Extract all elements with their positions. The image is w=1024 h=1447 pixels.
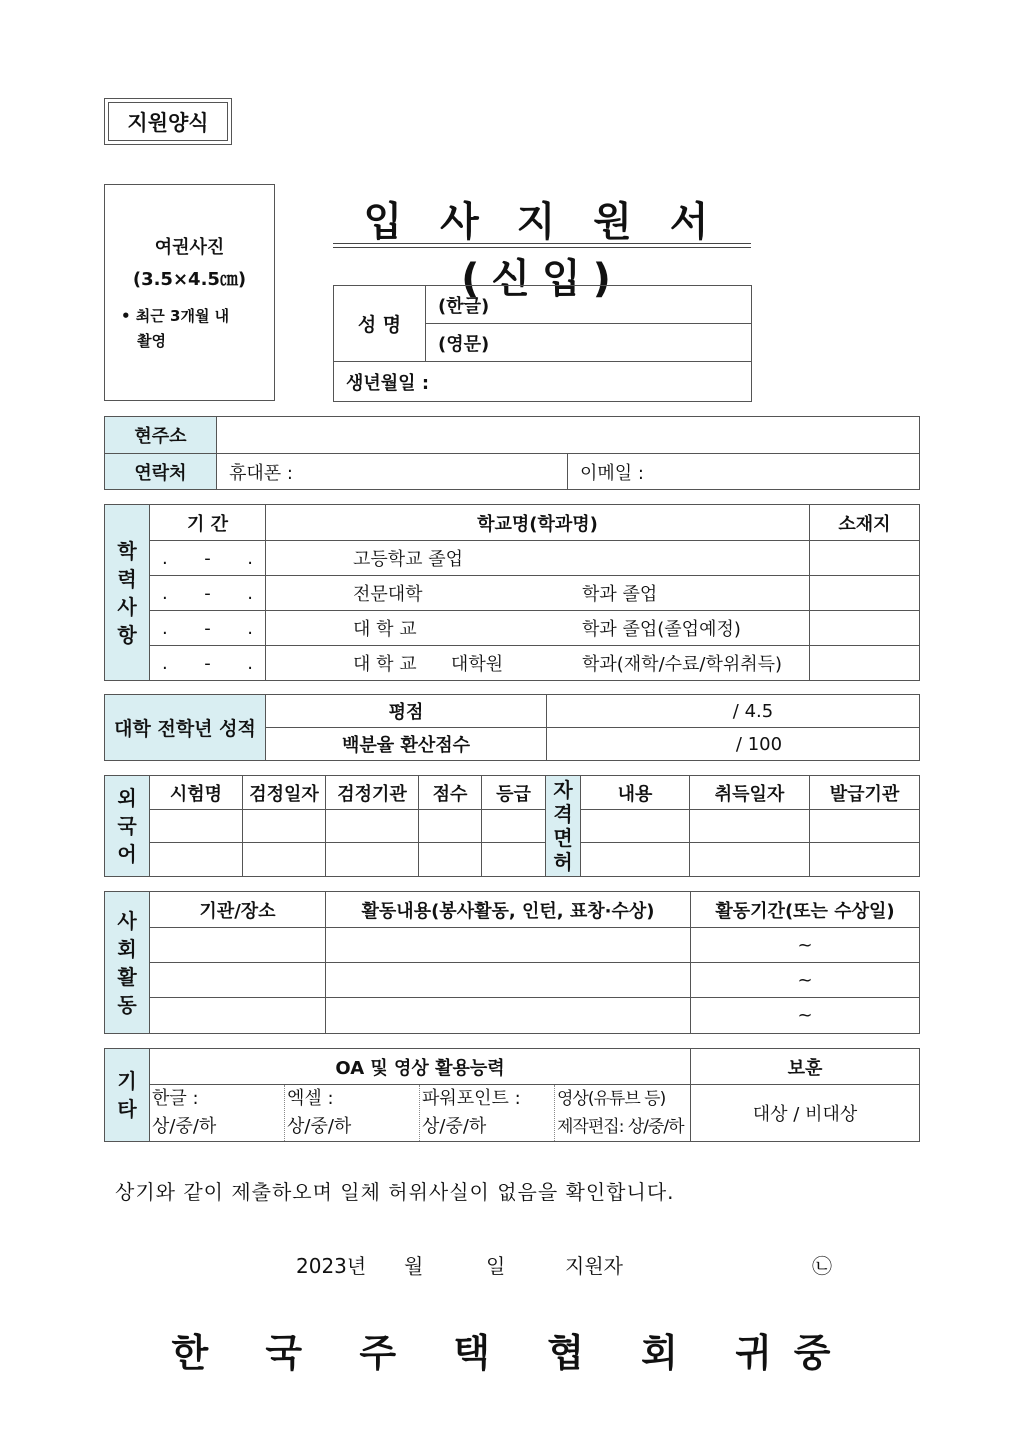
name-english-field[interactable]: (영문) [426, 324, 752, 362]
language-cell[interactable] [482, 843, 546, 877]
license-cell[interactable] [690, 810, 810, 843]
date-dot: . [162, 582, 168, 604]
birthdate-field[interactable]: 생년월일 : [334, 362, 752, 402]
language-header: 시험명 [150, 776, 243, 810]
date-dash: - [204, 652, 211, 674]
education-school-field[interactable] [266, 541, 810, 576]
education-section-label: 학 력 사 항 [105, 505, 150, 681]
title-underline [333, 243, 751, 244]
education-period-field[interactable] [150, 646, 266, 681]
signature-month[interactable]: 월 [404, 1254, 424, 1278]
language-cell[interactable] [150, 810, 243, 843]
other-table [104, 1048, 920, 1142]
education-location-field[interactable] [810, 541, 920, 576]
seal-icon[interactable]: ㉡ [812, 1254, 832, 1278]
education-school-field[interactable] [266, 576, 810, 611]
photo-label: 여권사진 [154, 237, 225, 258]
language-cell[interactable] [482, 810, 546, 843]
language-cell[interactable] [326, 810, 419, 843]
school-type: 대 학 교 [353, 619, 417, 640]
form-tag-label: 지원양식 [108, 102, 228, 141]
date-dot: . [162, 547, 168, 569]
language-header: 검정기관 [326, 776, 419, 810]
other-section-label: 기 타 [105, 1049, 150, 1142]
photo-note-cont: 촬영 [137, 332, 166, 350]
email-field[interactable]: 이메일 : [568, 454, 920, 490]
education-table [104, 504, 920, 681]
education-location-field[interactable] [810, 646, 920, 681]
school-type: 대 학 교 대학원 [353, 654, 504, 675]
activity-org-field[interactable] [150, 998, 326, 1034]
name-korean-field[interactable]: (한글) [426, 286, 752, 324]
gpa-field[interactable] [547, 695, 920, 728]
skill-name: 한글 : [152, 1088, 199, 1109]
license-header: 내용 [581, 776, 690, 810]
license-header: 취득일자 [690, 776, 810, 810]
veteran-field[interactable]: 대상 / 비대상 [691, 1085, 920, 1142]
skill-video-field[interactable] [555, 1085, 691, 1142]
education-header-period: 기 간 [150, 505, 266, 541]
photo-box[interactable] [104, 184, 275, 401]
date-dash: - [204, 547, 211, 569]
activity-period-field[interactable]: ~ [691, 998, 920, 1034]
skill-excel-field[interactable] [285, 1085, 420, 1142]
veteran-header: 보훈 [691, 1049, 920, 1085]
skill-level: 상/중/하 [287, 1116, 352, 1137]
name-label: 성 명 [334, 286, 426, 362]
declaration-statement: 상기와 같이 제출하오며 일체 허위사실이 없음을 확인합니다. [115, 1180, 675, 1204]
activities-header: 활동기간(또는 수상일) [691, 892, 920, 928]
activities-table [104, 891, 920, 1034]
education-period-field[interactable] [150, 611, 266, 646]
gpa-max: / 4.5 [732, 700, 774, 722]
grades-table [104, 694, 920, 761]
education-header-location: 소재지 [810, 505, 920, 541]
date-dot: . [247, 617, 253, 639]
skill-name: 영상(유튜브 등) [557, 1089, 666, 1109]
skill-name: 엑셀 : [287, 1088, 334, 1109]
language-license-table [104, 775, 920, 877]
address-label: 현주소 [105, 417, 217, 454]
date-dot: . [162, 617, 168, 639]
activity-period-field[interactable]: ~ [691, 963, 920, 998]
activity-content-field[interactable] [326, 963, 691, 998]
language-cell[interactable] [419, 810, 482, 843]
address-field[interactable] [217, 417, 920, 454]
contact-table [104, 416, 920, 490]
date-dot: . [247, 582, 253, 604]
activities-header: 기관/장소 [150, 892, 326, 928]
license-cell[interactable] [810, 843, 920, 877]
skill-name: 파워포인트 : [422, 1088, 521, 1109]
skill-level: 상/중/하 [422, 1116, 487, 1137]
activity-org-field[interactable] [150, 928, 326, 963]
percent-max: / 100 [735, 733, 783, 755]
signature-year[interactable]: 2023년 [296, 1254, 367, 1278]
school-dept: 학과(재학/수료/학위취득) [582, 654, 783, 675]
phone-field[interactable]: 휴대폰 : [217, 454, 568, 490]
education-location-field[interactable] [810, 576, 920, 611]
school-type: 전문대학 [353, 584, 423, 605]
signature-day[interactable]: 일 [486, 1254, 506, 1278]
education-header-school: 학교명(학과명) [266, 505, 810, 541]
language-header: 등급 [482, 776, 546, 810]
photo-note: • 최근 3개월 내 [121, 307, 230, 325]
date-dot: . [247, 652, 253, 674]
license-cell[interactable] [581, 810, 690, 843]
oa-header: OA 및 영상 활용능력 [150, 1049, 691, 1085]
gpa-label: 평점 [266, 695, 547, 728]
activities-header: 활동내용(봉사활동, 인턴, 표창·수상) [326, 892, 691, 928]
education-period-field[interactable] [150, 576, 266, 611]
language-cell[interactable] [243, 843, 326, 877]
license-cell[interactable] [690, 843, 810, 877]
language-cell[interactable] [243, 810, 326, 843]
percent-label: 백분율 환산점수 [266, 728, 547, 761]
language-cell[interactable] [419, 843, 482, 877]
contact-label: 연락처 [105, 454, 217, 490]
school-dept: 학과 졸업 [582, 584, 658, 605]
activities-section-label: 사 회 활 동 [105, 892, 150, 1034]
skill-hangul-field[interactable] [150, 1085, 285, 1142]
license-cell[interactable] [581, 843, 690, 877]
skill-level: 제작편집: 상/중/하 [557, 1117, 684, 1137]
form-tag [104, 98, 232, 145]
photo-size: (3.5×4.5㎝) [132, 269, 247, 290]
school-dept: 학과 졸업(졸업예정) [582, 619, 741, 640]
language-cell[interactable] [326, 843, 419, 877]
closing-addressee: 한 국 주 택 협 회 귀중 [171, 1331, 853, 1375]
license-cell[interactable] [810, 810, 920, 843]
signature-applicant-label: 지원자 [565, 1254, 623, 1278]
date-dot: . [162, 652, 168, 674]
skill-ppt-field[interactable] [420, 1085, 555, 1142]
page-title: 입 사 지 원 서(신입) [363, 199, 721, 302]
skill-level: 상/중/하 [152, 1116, 217, 1137]
license-header: 발급기관 [810, 776, 920, 810]
license-section-label: 자 격 면 허 [546, 776, 581, 877]
activity-content-field[interactable] [326, 998, 691, 1034]
grades-label: 대학 전학년 성적 [105, 695, 266, 761]
education-period-field[interactable] [150, 541, 266, 576]
language-header: 검정일자 [243, 776, 326, 810]
activity-org-field[interactable] [150, 963, 326, 998]
school-type: 고등학교 졸업 [353, 549, 464, 570]
activity-content-field[interactable] [326, 928, 691, 963]
language-section-label: 외 국 어 [105, 776, 150, 877]
date-dash: - [204, 617, 211, 639]
language-header: 점수 [419, 776, 482, 810]
education-location-field[interactable] [810, 611, 920, 646]
date-dot: . [247, 547, 253, 569]
title-underline-2 [333, 247, 751, 248]
language-cell[interactable] [150, 843, 243, 877]
activity-period-field[interactable]: ~ [691, 928, 920, 963]
education-school-field[interactable] [266, 611, 810, 646]
percent-field[interactable] [547, 728, 920, 761]
name-table [333, 285, 752, 402]
education-school-field[interactable] [266, 646, 810, 681]
date-dash: - [204, 582, 211, 604]
